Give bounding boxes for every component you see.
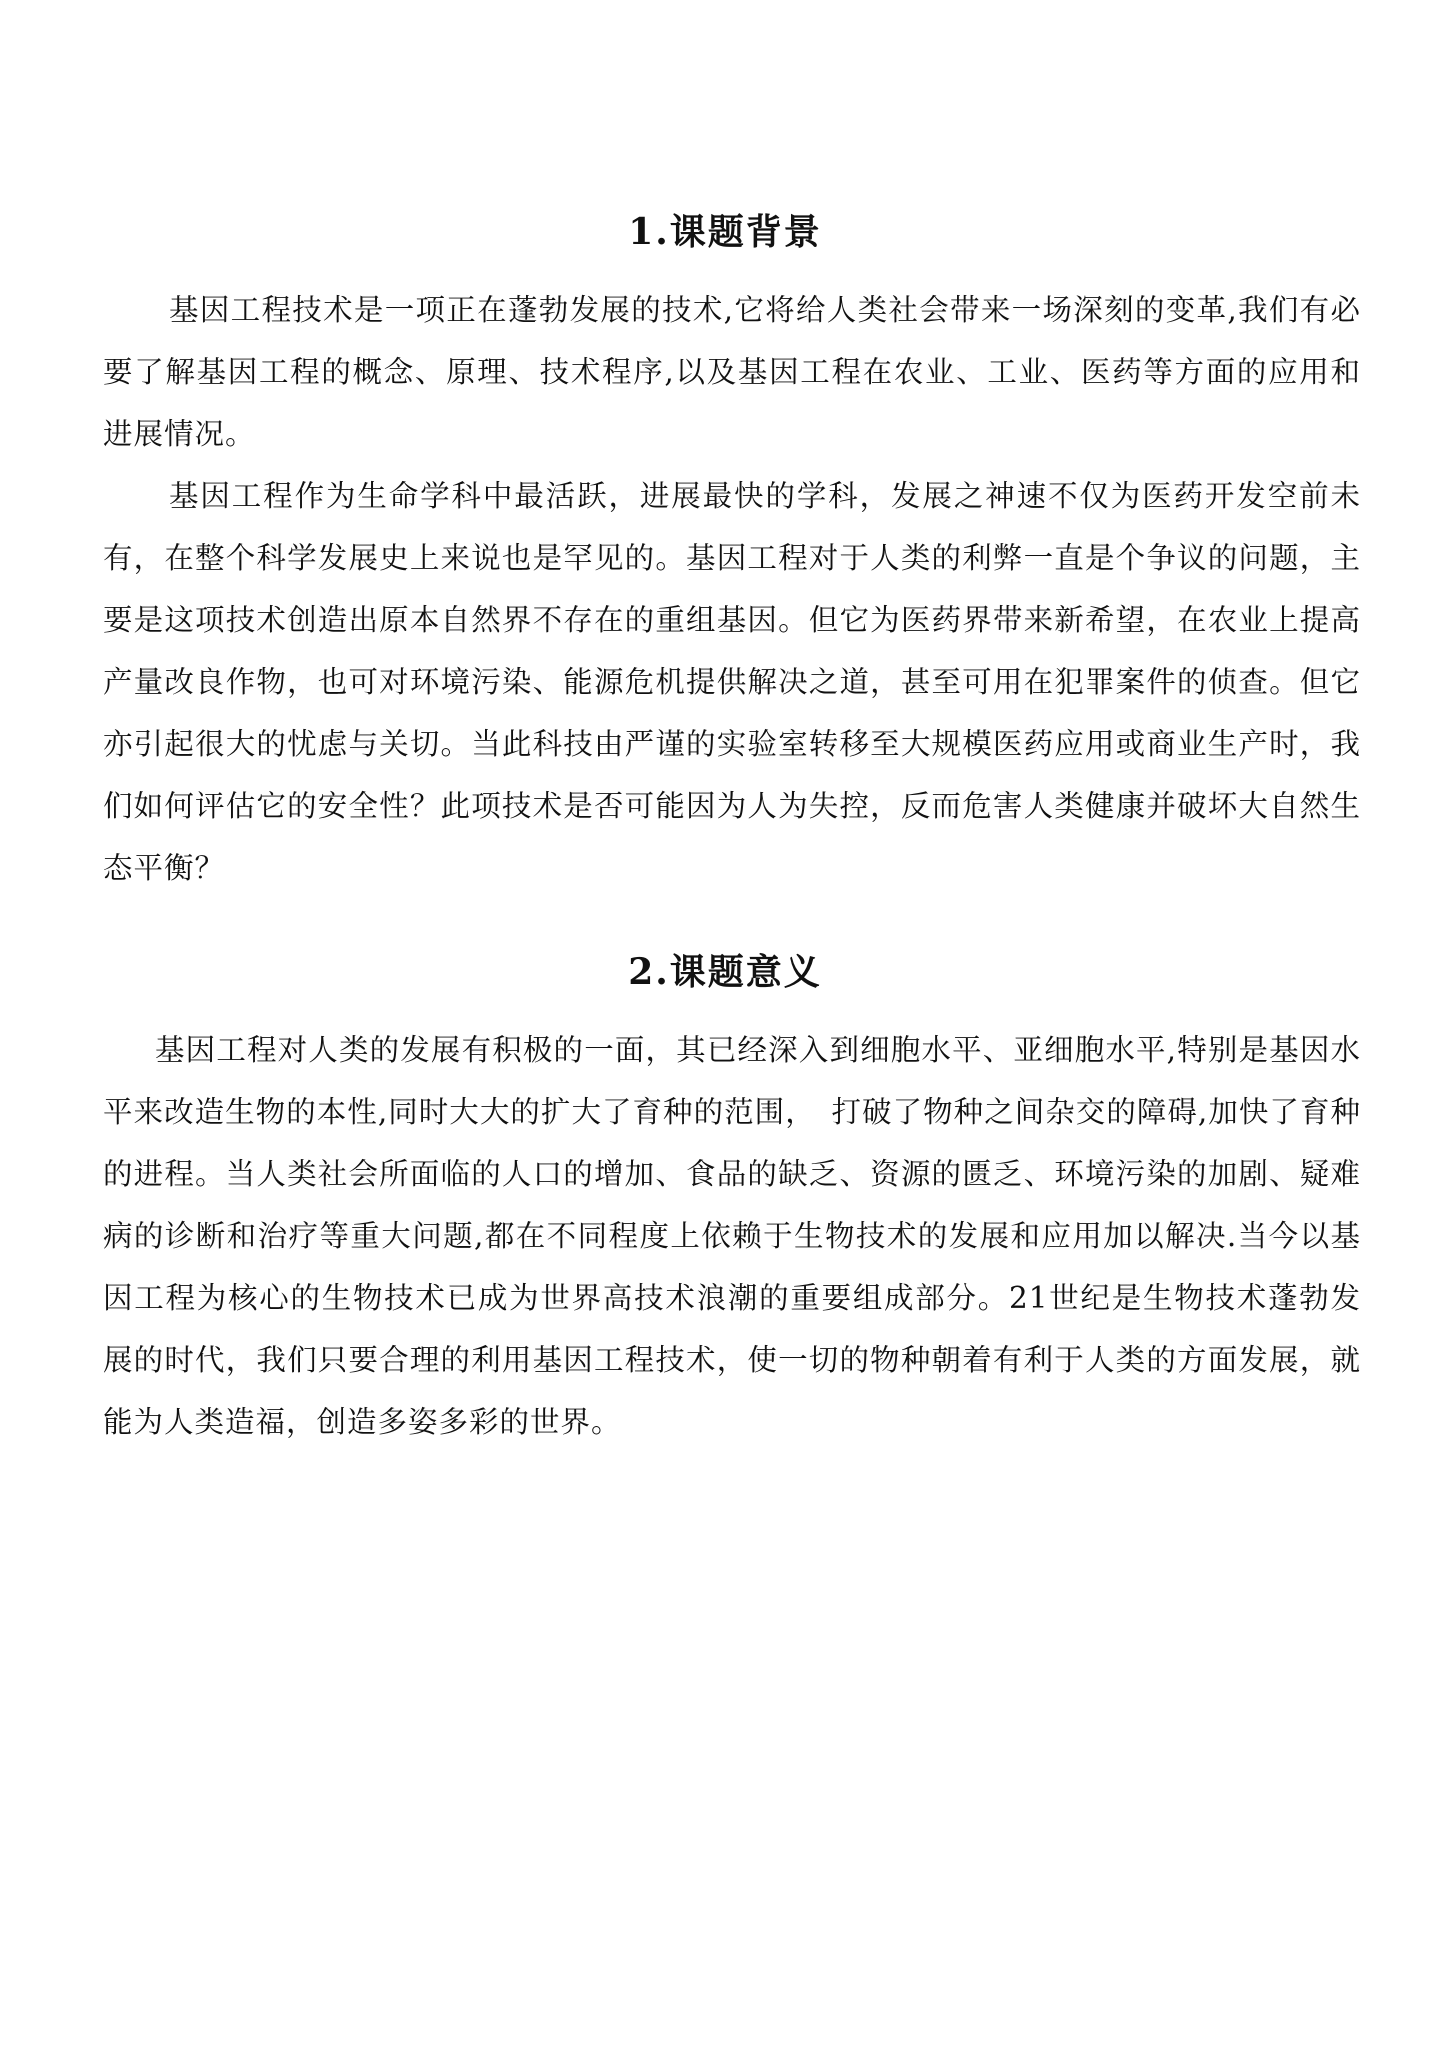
- section-1-heading: 1.课题背景: [628, 211, 822, 253]
- section-2-heading: 2.课题意义: [628, 951, 822, 993]
- section-2-paragraph-1: 基因工程对人类的发展有积极的一面，其已经深入到细胞水平、亚细胞水平,特别是基因水平来改造生物的本性,同时大大的扩大了育种的范围， 打破了物种之间杂交的障碍,加快了育种的进程。当人类社会所面临的人口的增加、食品的缺乏、资源的匮乏、环境污染的加剧、疑难病的诊断和治疗等重大问题,都在不同程度上依赖于生物技术的发展和应用加以解决.当今以基因工程为核心的生物技术已成为世界高技术浪潮的重要组成部分。21世纪是生物技术蓬勃发展的时代，我们只要合理的利用基因工程技术，使一切的物种朝着有利于人类的方面发展，就能为人类造福，创造多姿多彩的世界。: [103, 1033, 1361, 1439]
- section-1-paragraph-2: 基因工程作为生命学科中最活跃，进展最快的学科，发展之神速不仅为医药开发空前未有，在整个科学发展史上来说也是罕见的。基因工程对于人类的利弊一直是个争议的问题，主要是这项技术创造出原本自然界不存在的重组基因。但它为医药界带来新希望，在农业上提高产量改良作物，也可对环境污染、能源危机提供解决之道，甚至可用在犯罪案件的侦查。但它亦引起很大的忧虑与关切。当此科技由严谨的实验室转移至大规模医药应用或商业生产时，我们如何评估它的安全性？此项技术是否可能因为人为失控，反而危害人类健康并破坏大自然生态平衡？: [103, 479, 1361, 885]
- section-1-paragraph-1: 基因工程技术是一项正在蓬勃发展的技术,它将给人类社会带来一场深刻的变革,我们有必要了解基因工程的概念、原理、技术程序,以及基因工程在农业、工业、医药等方面的应用和进展情况。: [103, 293, 1361, 451]
